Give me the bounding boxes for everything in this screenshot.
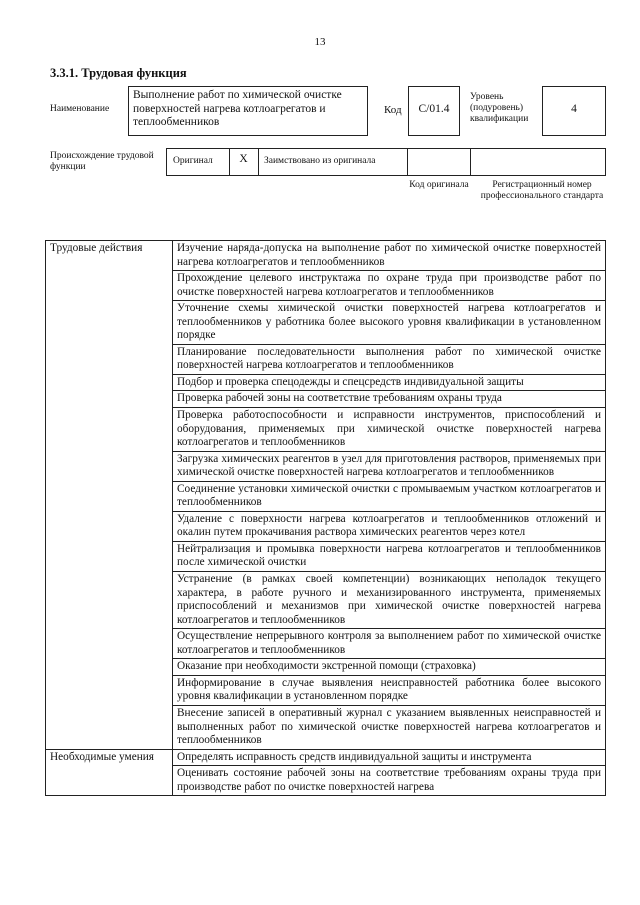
group-title-spacer bbox=[46, 408, 173, 452]
table-row bbox=[46, 766, 606, 796]
table-row bbox=[46, 705, 606, 749]
group-title-spacer bbox=[46, 675, 173, 705]
function-name: Выполнение работ по химической очистке поверхностей нагрева котлоагрегатов и теплообменников bbox=[133, 89, 342, 129]
list-item: Нейтрализация и промывка поверхности нагрева котлоагрегатов и теплообменников после химической очистки bbox=[173, 541, 606, 571]
group-title-spacer bbox=[46, 344, 173, 374]
list-item: Изучение наряда-допуска на выполнение работ по химической очистке поверхностей нагрева котлоагрегатов и теплообменников bbox=[173, 241, 606, 271]
table-row bbox=[46, 451, 606, 481]
group-title-spacer bbox=[46, 541, 173, 571]
list-item: Устранение (в рамках своей компетенции) возникающих неполадок текущего характера, в работе ручного и механизированного инструмента, применяемых приспособлений и механизмов при химической очистке поверхностей нагрева котлоагрегатов и теплообменников bbox=[173, 572, 606, 629]
table-row bbox=[46, 344, 606, 374]
list-item: Проверка рабочей зоны на соответствие требованиям охраны труда bbox=[173, 391, 606, 408]
list-item: Подбор и проверка спецодежды и спецсредств индивидуальной защиты bbox=[173, 374, 606, 391]
reg-number-caption: Регистрационный номер профессионального стандарта bbox=[480, 180, 604, 201]
level-label: Уровень (подуровень) квалификации bbox=[470, 92, 529, 124]
group-title: Трудовые действия bbox=[46, 241, 173, 271]
table-row bbox=[46, 541, 606, 571]
group-title-spacer bbox=[46, 629, 173, 659]
table-row bbox=[46, 675, 606, 705]
function-details-table bbox=[45, 240, 606, 796]
function-name-box bbox=[128, 86, 368, 136]
table-row bbox=[46, 572, 606, 629]
list-item: Внесение записей в оперативный журнал с указанием выявленных неисправностей и выполненных работ по химической очистке поверхностей нагрева котлоагрегатов и теплообменников bbox=[173, 705, 606, 749]
table-row bbox=[46, 659, 606, 676]
list-item: Проверка работоспособности и исправности инструментов, приспособлений и оборудования, применяемых при химической очистке поверхностей нагрева котлоагрегатов и теплообменников bbox=[173, 408, 606, 452]
group-title-spacer bbox=[46, 451, 173, 481]
original-mark: X bbox=[239, 153, 248, 165]
group-title-spacer bbox=[46, 659, 173, 676]
table-row bbox=[46, 511, 606, 541]
list-item: Осуществление непрерывного контроля за выполнением работ по химической очистке котлоагрегатов и теплообменников bbox=[173, 629, 606, 659]
table-row bbox=[46, 408, 606, 452]
group-title-spacer bbox=[46, 271, 173, 301]
code-original-caption: Код оригинала bbox=[409, 180, 469, 190]
code-original-cell bbox=[407, 148, 471, 176]
origin-label: Происхождение трудовой функции bbox=[50, 151, 154, 172]
group-title-spacer bbox=[46, 481, 173, 511]
group-title-spacer bbox=[46, 374, 173, 391]
table-row bbox=[46, 301, 606, 345]
borrowed-label: Заимствовано из оригинала bbox=[264, 156, 376, 166]
table-row bbox=[46, 374, 606, 391]
list-item: Информирование в случае выявления неисправностей работника более высокого уровня квалификации в установленном порядке bbox=[173, 675, 606, 705]
level-box bbox=[542, 86, 606, 136]
group-title-spacer bbox=[46, 391, 173, 408]
page-number: 13 bbox=[314, 36, 326, 48]
group-title-spacer bbox=[46, 511, 173, 541]
original-label: Оригинал bbox=[173, 156, 213, 166]
list-item: Оценивать состояние рабочей зоны на соответствие требованиям охраны труда при производстве работ по очистке поверхностей нагрева bbox=[173, 766, 606, 796]
code-label: Код bbox=[384, 104, 402, 116]
group-title-spacer bbox=[46, 705, 173, 749]
list-item: Определять исправность средств индивидуальной защиты и инструмента bbox=[173, 749, 606, 766]
section-title: 3.3.1. Трудовая функция bbox=[50, 66, 187, 80]
list-item: Соединение установки химической очистки с промываемым участком котлоагрегатов и теплообменников bbox=[173, 481, 606, 511]
group-title: Необходимые умения bbox=[46, 749, 173, 766]
table-row bbox=[46, 241, 606, 271]
table-row bbox=[46, 749, 606, 766]
table-row bbox=[46, 271, 606, 301]
list-item: Уточнение схемы химической очистки поверхностей нагрева котлоагрегатов и теплообменников у работника более высокого уровня квалификации в установленном порядке bbox=[173, 301, 606, 345]
name-label: Наименование bbox=[50, 104, 110, 114]
code-value: С/01.4 bbox=[418, 103, 450, 115]
reg-number-cell bbox=[470, 148, 605, 176]
list-item: Планирование последовательности выполнения работ по химической очистке поверхностей нагрева котлоагрегатов и теплообменников bbox=[173, 344, 606, 374]
table-row bbox=[46, 481, 606, 511]
group-title-spacer bbox=[46, 766, 173, 796]
origin-row bbox=[166, 148, 606, 176]
code-box bbox=[408, 86, 460, 136]
group-title-spacer bbox=[46, 301, 173, 345]
list-item: Прохождение целевого инструктажа по охране труда при производстве работ по очистке поверхностей нагрева котлоагрегатов и теплообменников bbox=[173, 271, 606, 301]
list-item: Удаление с поверхности нагрева котлоагрегатов и теплообменников отложений и окалин путем прокачивания раствора химических реагентов через котел bbox=[173, 511, 606, 541]
list-item: Оказание при необходимости экстренной помощи (страховка) bbox=[173, 659, 606, 676]
table-row bbox=[46, 629, 606, 659]
table-row bbox=[46, 391, 606, 408]
list-item: Загрузка химических реагентов в узел для приготовления растворов, применяемых при химической очистке поверхностей нагрева котлоагрегатов и теплообменников bbox=[173, 451, 606, 481]
level-value: 4 bbox=[571, 103, 577, 115]
group-title-spacer bbox=[46, 572, 173, 629]
